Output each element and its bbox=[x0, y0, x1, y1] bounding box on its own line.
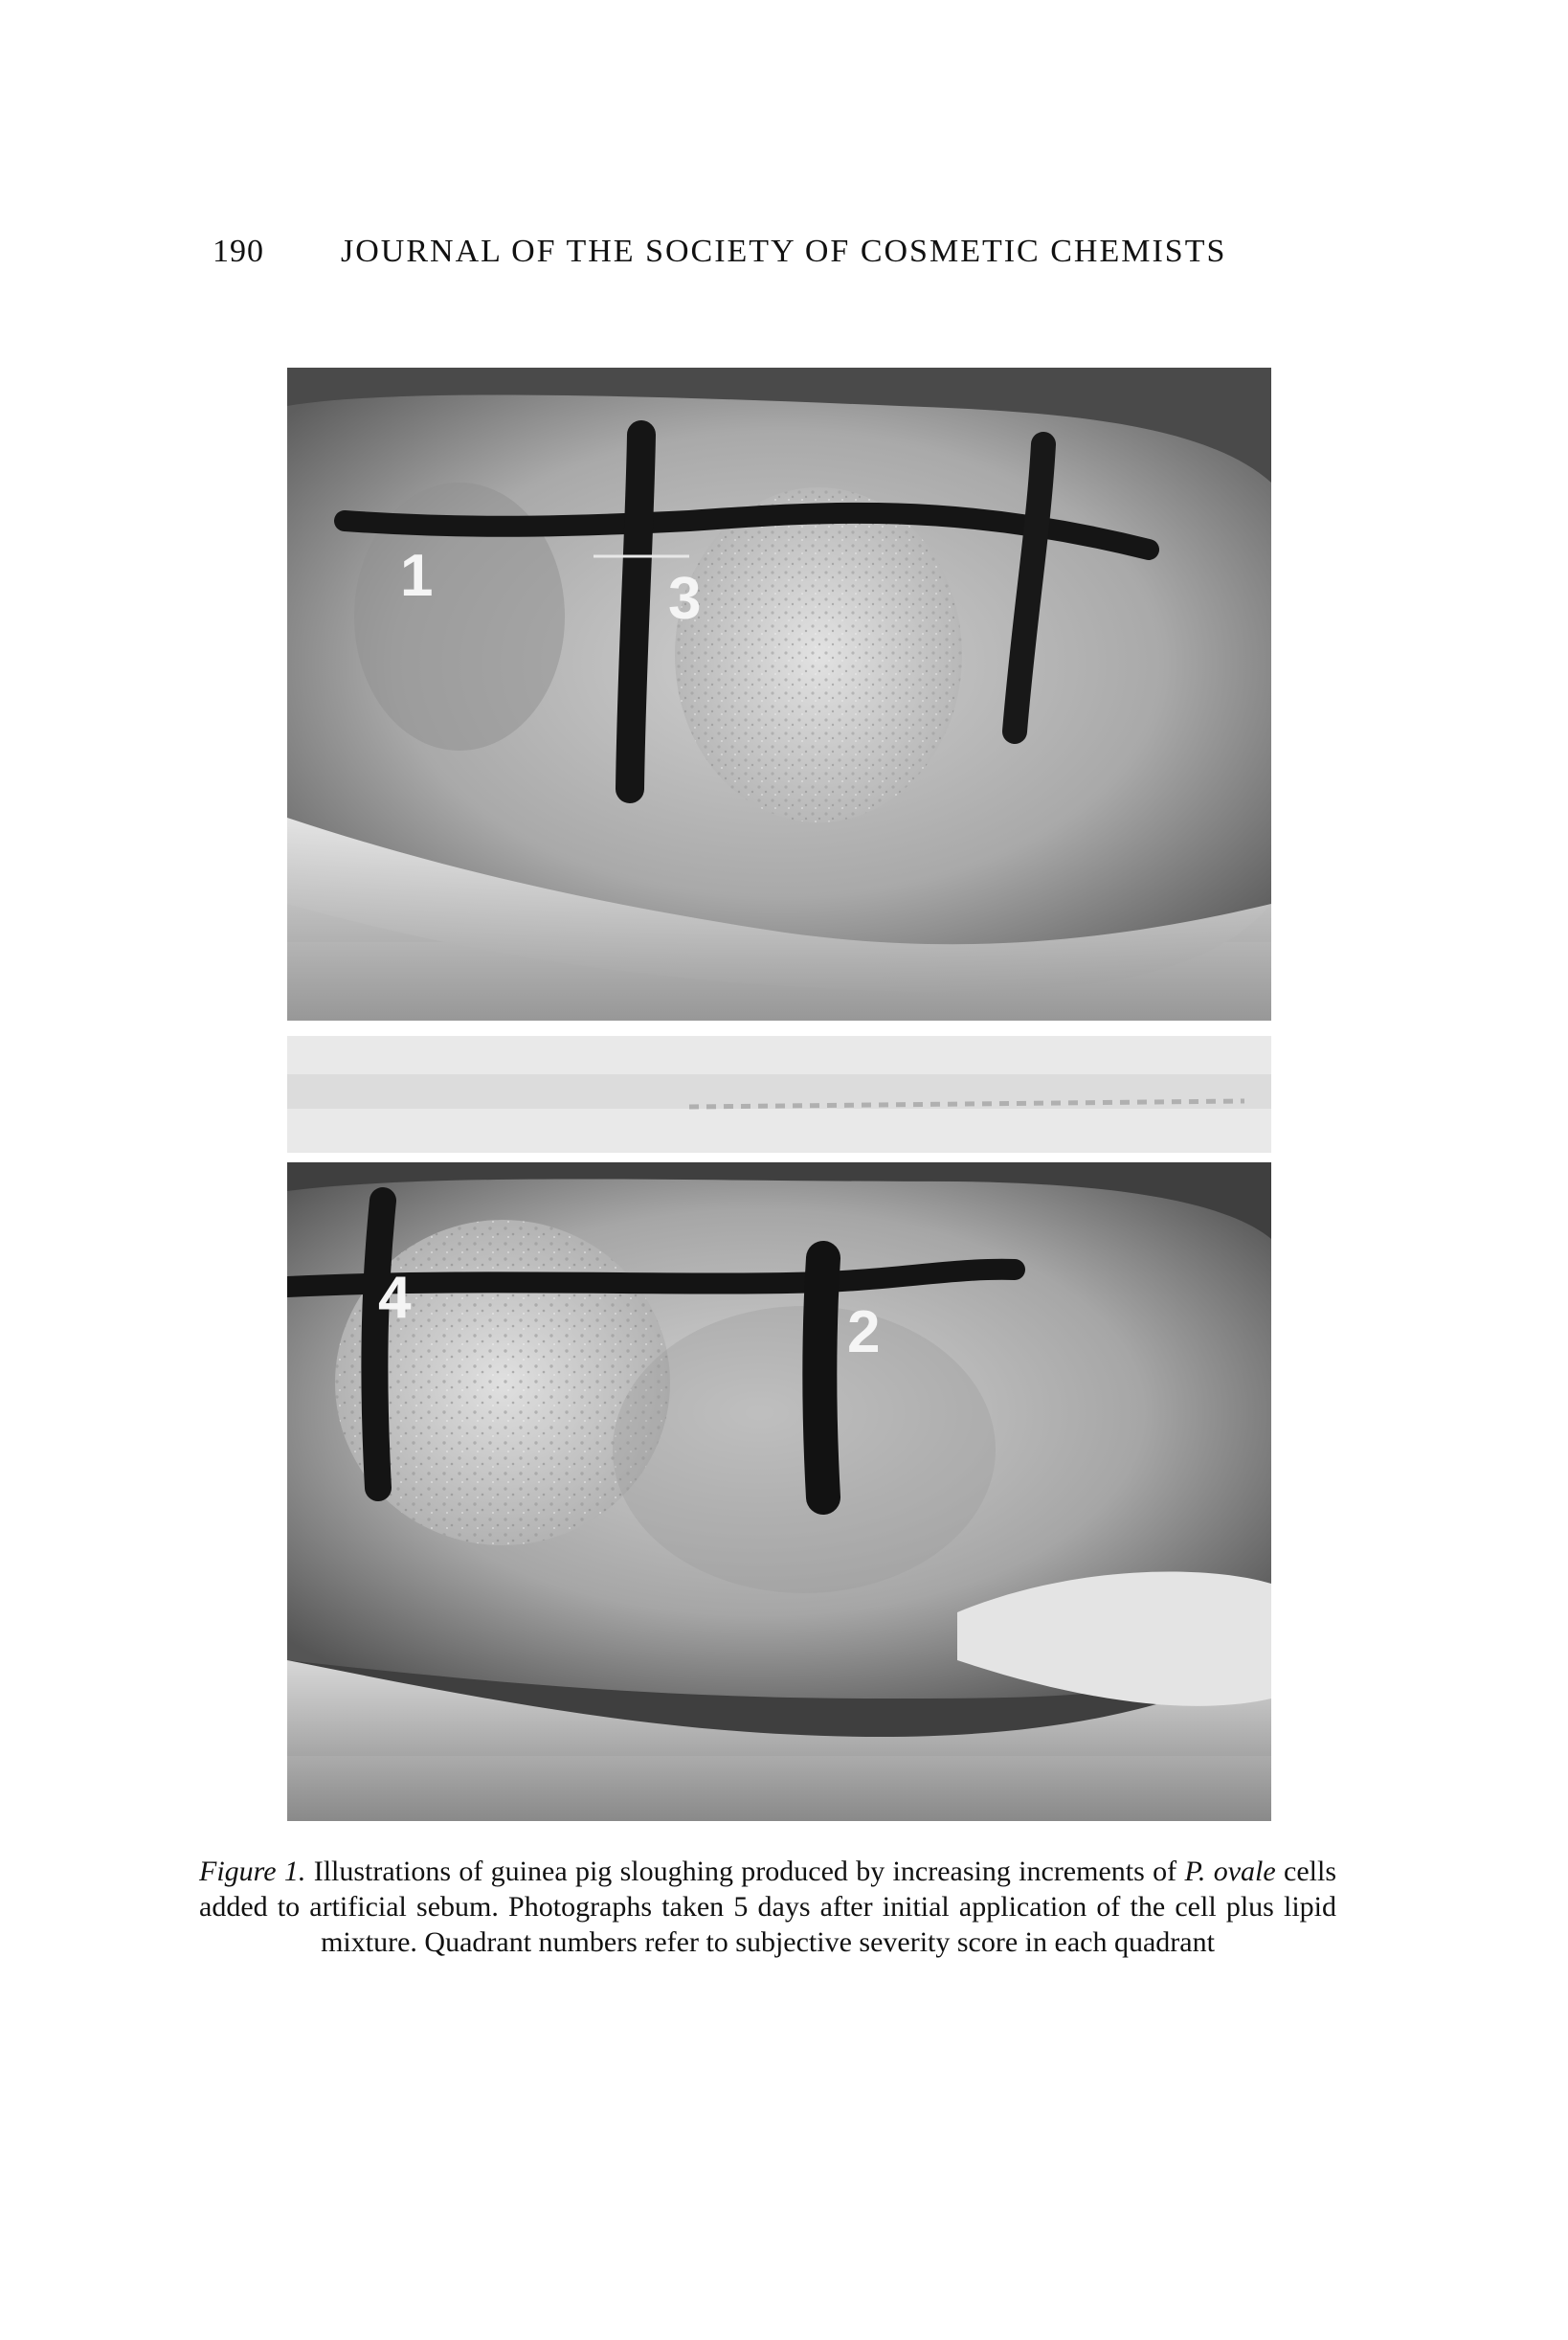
quadrant-number-3: 3 bbox=[668, 566, 702, 632]
caption-species: P. ovale bbox=[1184, 1856, 1276, 1887]
figure-caption bbox=[199, 1854, 1336, 1960]
photo-separator-strip bbox=[287, 1036, 1271, 1153]
guinea-pig-photo-top bbox=[287, 368, 1271, 1021]
running-head bbox=[213, 234, 1361, 281]
quadrant-number-1: 1 bbox=[400, 543, 434, 609]
caption-text-1: Illustrations of guinea pig sloughing produced by increasing increments of bbox=[305, 1856, 1185, 1887]
caption-text-2: cells added to artificial sebum. Photographs taken 5 days after initial application of the cell plus lipid mixture. Quadrant numbers refer to subjective severity score in each quadrant bbox=[199, 1856, 1336, 1958]
figure-label: Figure 1. bbox=[199, 1856, 306, 1887]
quadrant-number-4: 4 bbox=[378, 1265, 412, 1331]
separator-strip-image bbox=[287, 1036, 1271, 1153]
journal-title: JOURNAL OF THE SOCIETY OF COSMETIC CHEMISTS bbox=[341, 234, 1227, 269]
photo-top-panel bbox=[287, 368, 1271, 1021]
guinea-pig-photo-bottom bbox=[287, 1162, 1271, 1821]
page-number: 190 bbox=[213, 234, 264, 269]
photo-bottom-panel bbox=[287, 1162, 1271, 1821]
quadrant-number-2: 2 bbox=[847, 1299, 881, 1365]
